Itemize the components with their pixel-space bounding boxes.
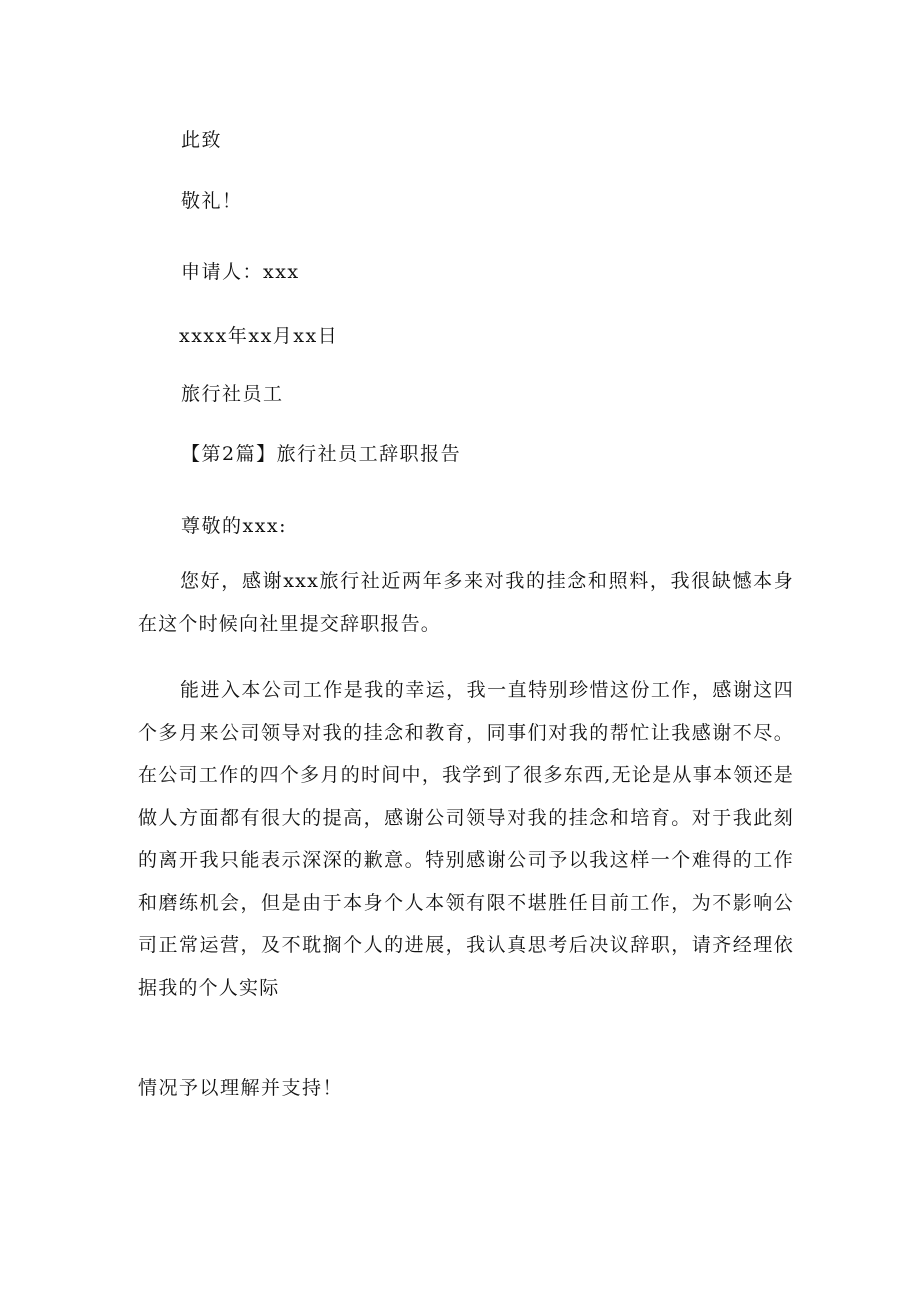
closing-salutation-1: 此致 <box>181 129 223 151</box>
closing-salutation-2: 敬礼！ <box>181 190 243 212</box>
section-heading: 【第2篇】旅行社员工辞职报告 <box>181 443 462 465</box>
date-line: xxxx年xx月xx日 <box>179 325 339 347</box>
greeting-line: 尊敬的xxx: <box>181 515 288 537</box>
paragraph-2: 能进入本公司工作是我的幸运，我一直特别珍惜这份工作，感谢这四个多月来公司领导对我的挂念和教育，同事们对我的帮忙让我感谢不尽。在公司工作的四个多月的时间中，我学到了很多东西,无论是从事本领还是做人方面都有很大的提高，感谢公司领导对我的挂念和培育。对于我此刻的离开我只能表示深深的歉意。特别感谢公司予以我这样一个难得的工作和磨练机会，但是由于本身个人本领有限不堪胜任目前工作，为不影响公司正常运营，及不耽搁个人的进展，我认真思考后决议辞职，请齐经理依据我的个人实际 <box>138 679 794 999</box>
paragraph-1: 您好，感谢xxx旅行社近两年多来对我的挂念和照料，我很缺憾本身在这个时候向社里提交辞职报告。 <box>138 570 794 635</box>
applicant-line: 申请人：xxx <box>181 261 300 283</box>
paragraph-continuation: 情况予以理解并支持！ <box>138 1077 344 1099</box>
signature-line: 旅行社员工 <box>181 383 284 405</box>
